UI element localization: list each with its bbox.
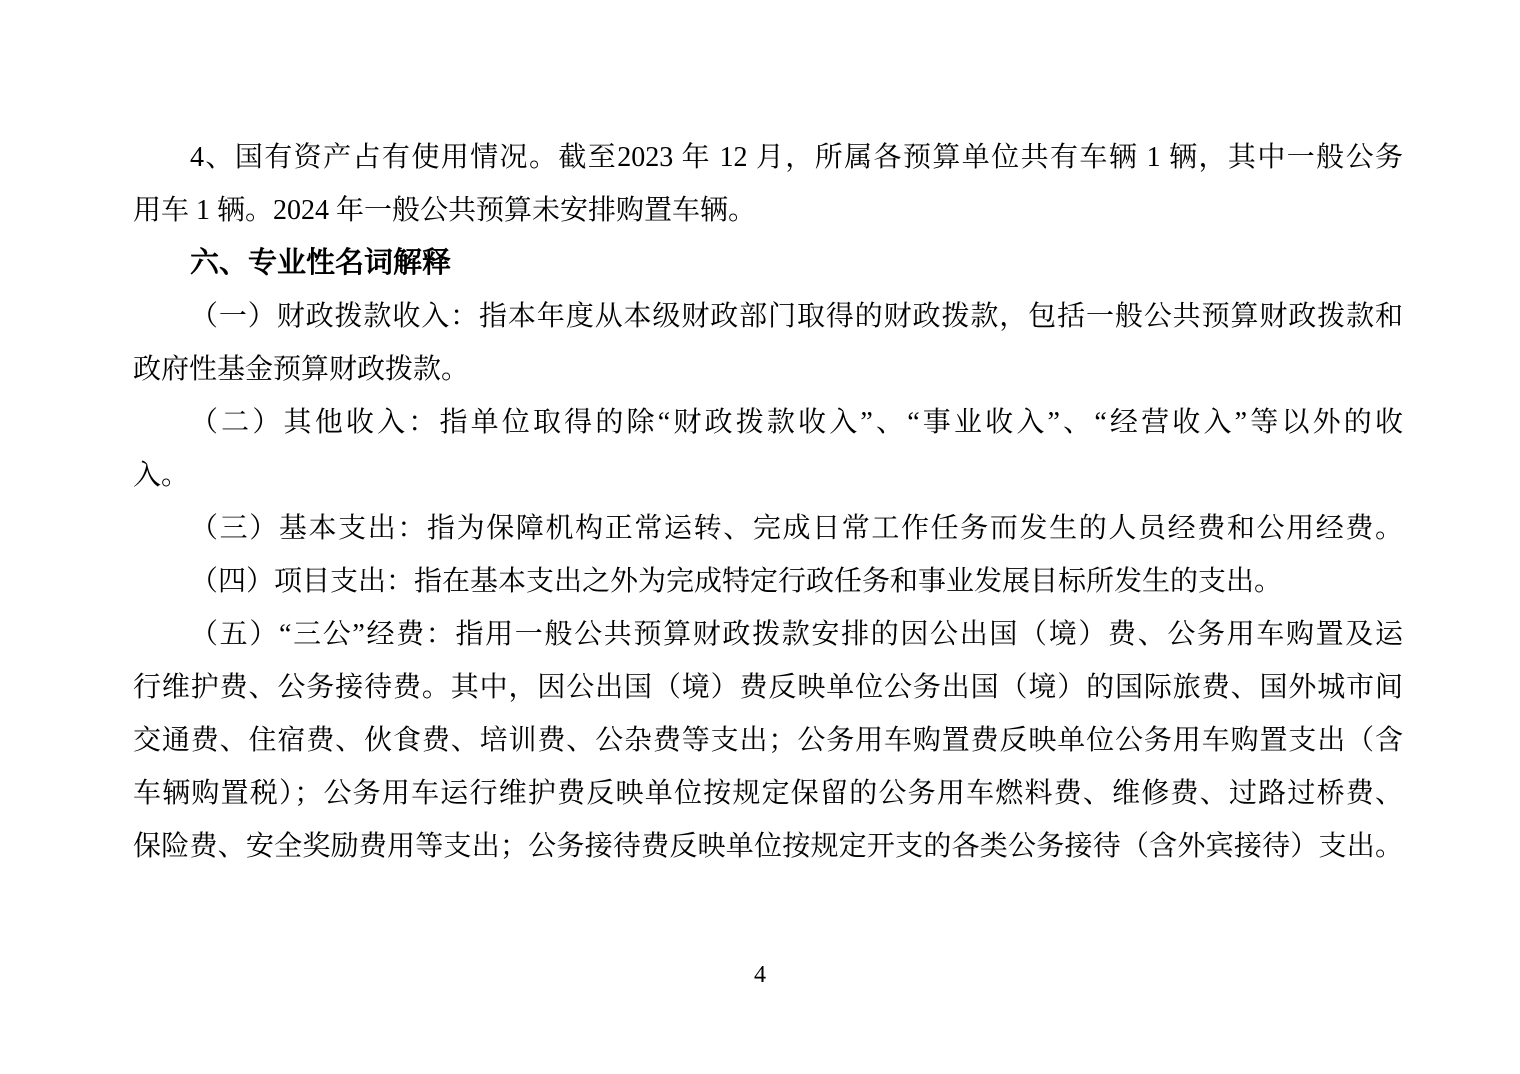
section-heading: 六、专业性名词解释 — [190, 247, 452, 279]
text-line: （二）其他收入：指单位取得的除“财政拨款收入”、“事业收入”、“经营收入”等以外的收 — [190, 407, 1403, 438]
section-heading-terminology — [133, 237, 1403, 290]
definition-other-income — [133, 396, 1403, 502]
text-line: （五）“三公”经费：指用一般公共预算财政拨款安排的因公出国（境）费、公务用车购置及运 — [190, 619, 1403, 650]
paragraph-asset-usage — [133, 131, 1403, 237]
text-line: （一）财政拨款收入：指本年度从本级财政部门取得的财政拨款，包括一般公共预算财政拨款和 — [190, 301, 1403, 332]
text-line: （四）项目支出：指在基本支出之外为完成特定行政任务和事业发展目标所发生的支出。 — [190, 566, 1283, 597]
definition-project-expenditure — [133, 555, 1403, 608]
document-body — [133, 131, 1403, 873]
definition-basic-expenditure — [133, 502, 1403, 555]
text-line: 交通费、住宿费、伙食费、培训费、公杂费等支出；公务用车购置费反映单位公务用车购置支出（含 — [133, 725, 1403, 756]
definition-fiscal-appropriation-income — [133, 290, 1403, 396]
text-line: 用车 1 辆。2024 年一般公共预算未安排购置车辆。 — [133, 195, 757, 226]
text-line: 行维护费、公务接待费。其中，因公出国（境）费反映单位公务出国（境）的国际旅费、国外城市间 — [133, 672, 1403, 703]
text-line: 保险费、安全奖励费用等支出；公务接待费反映单位按规定开支的各类公务接待（含外宾接待）支出。 — [133, 831, 1403, 862]
text-line: 4、国有资产占有使用情况。截至2023 年 12 月，所属各预算单位共有车辆 1 辆，其中一般公务 — [190, 142, 1403, 173]
text-line: 车辆购置税）；公务用车运行维护费反映单位按规定保留的公务用车燃料费、维修费、过路过桥费、 — [133, 778, 1403, 809]
text-line: 政府性基金预算财政拨款。 — [133, 354, 470, 385]
page-number: 4 — [754, 962, 766, 988]
text-line: （三）基本支出：指为保障机构正常运转、完成日常工作任务而发生的人员经费和公用经费。 — [190, 513, 1403, 544]
definition-three-public-funds — [133, 608, 1403, 873]
text-line: 入。 — [133, 460, 190, 491]
